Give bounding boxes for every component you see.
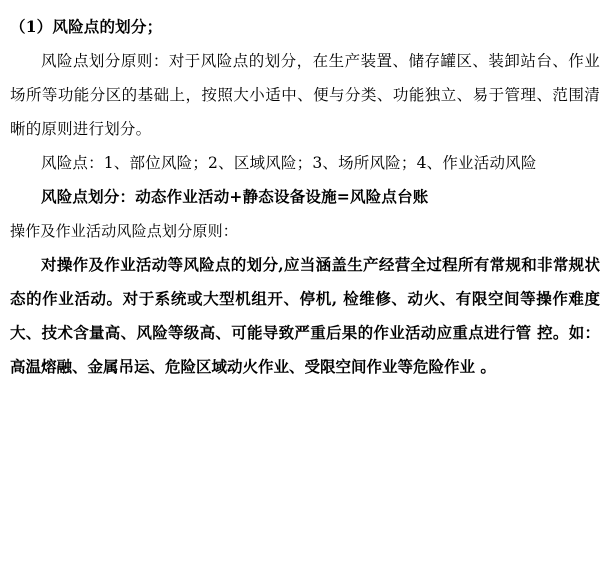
paragraph-risk-point-types: 风险点：1、部位风险；2、区域风险；3、场所风险；4、作业活动风险 — [41, 154, 537, 172]
paragraph-heading-1: （1）风险点的划分； — [10, 17, 163, 36]
paragraph-operation-principle-title: 操作及作业活动风险点划分原则： — [10, 222, 239, 240]
paragraph-risk-point-formula: 风险点划分：动态作业活动+静态设备设施=风险点台账 — [41, 187, 429, 206]
paragraph-principle: 风险点划分原则：对于风险点的划分，在生产装置、储存罐区、装卸站台、作业场所等功能分区的基础上，按照大小适中、便与分类、功能独立、易于管理、范围清晰的原则进行划分。 — [10, 52, 600, 138]
paragraph-operation-principle-body: 对操作及作业活动等风险点的划分,应当涵盖生产经营全过程所有常规和非常规状态的作业活动。对于系统或大型机组开、停机, 检维修、动火、有限空间等操作难度大、技术含量高、风险等级高、可能导致严重后果的作业活动应重点进行管 控。如：高温熔融、金属吊运、危险区域动火作业、受限空间作业等危险作业 。 — [10, 255, 600, 376]
